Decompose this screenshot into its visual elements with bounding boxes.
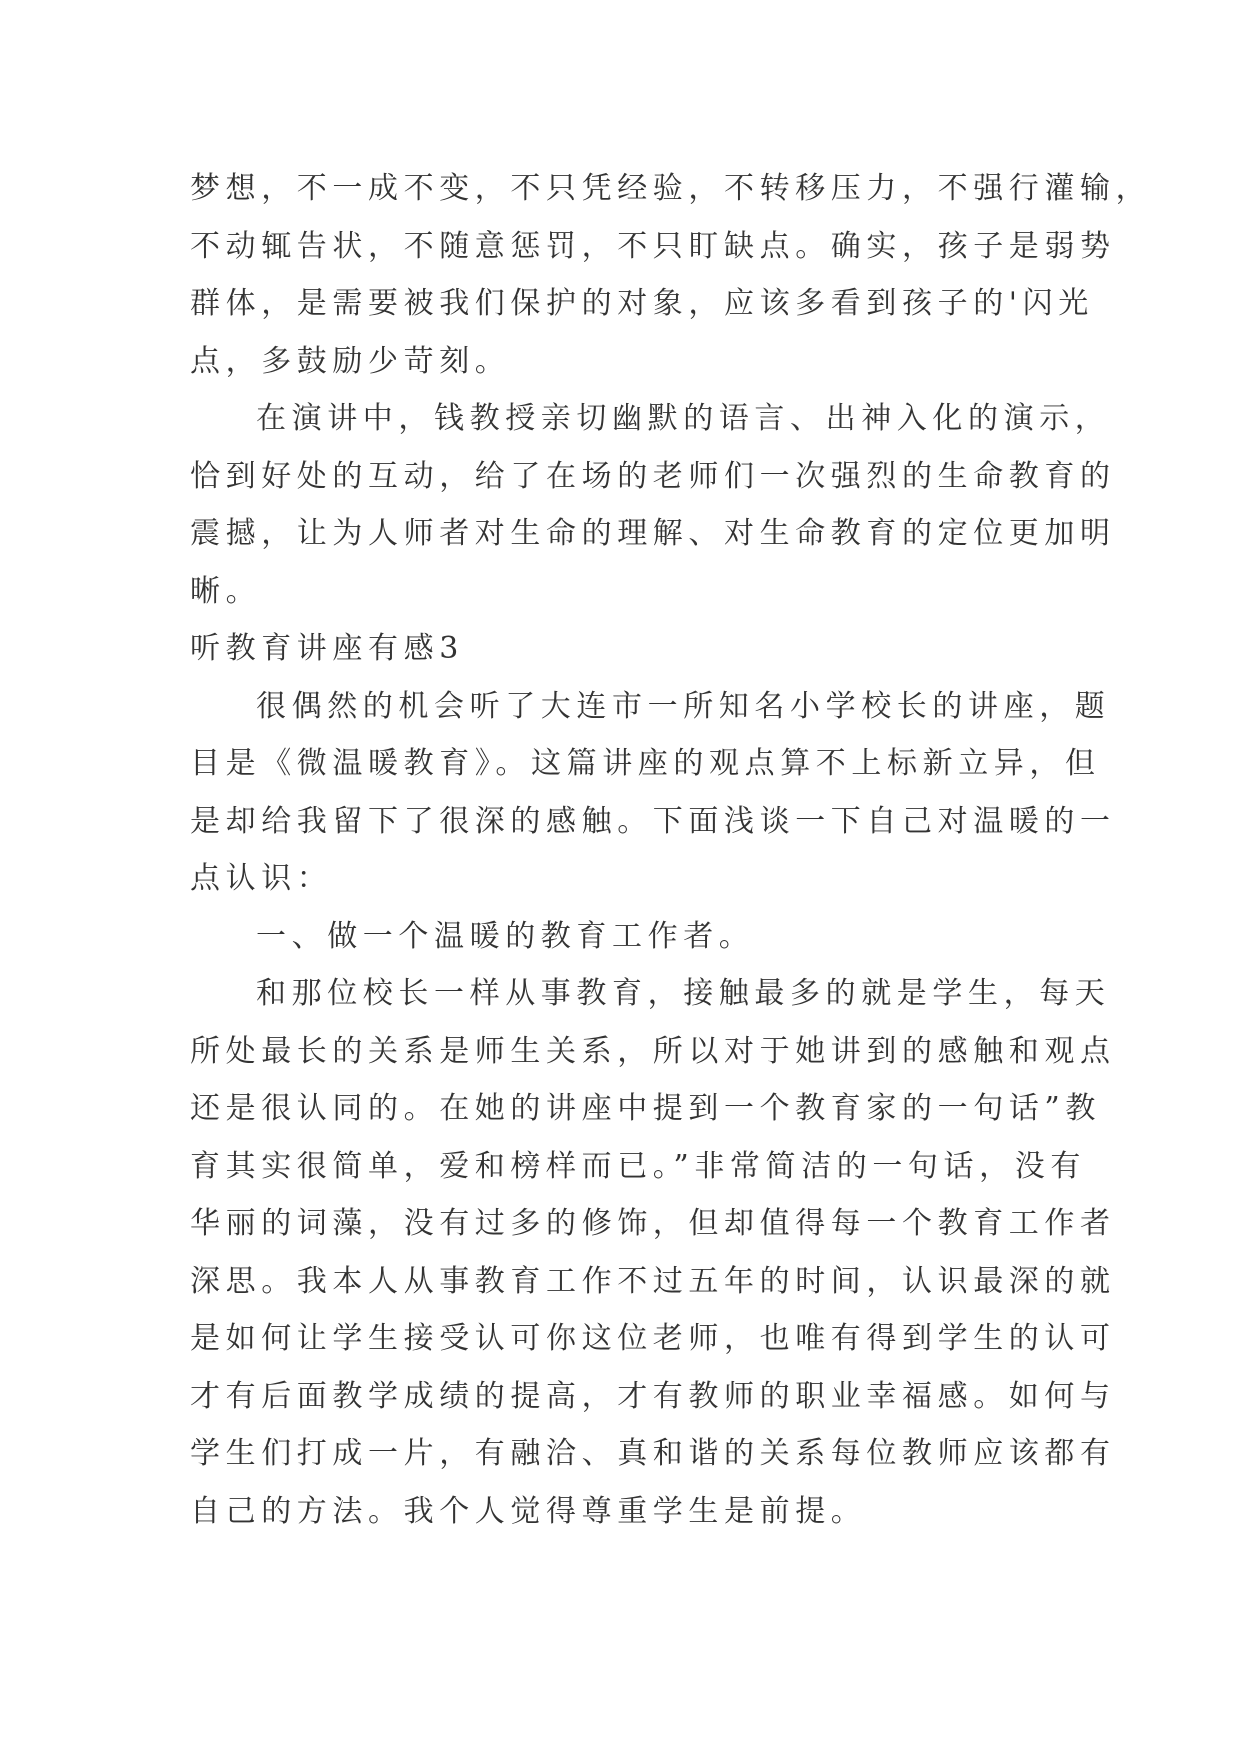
section-heading: 听教育讲座有感3 (190, 631, 464, 666)
paragraph-line: 点，多鼓励少苛刻。 (190, 343, 511, 379)
paragraph-line: 育其实很简单，爱和榜样而已。”非常简洁的一句话，没有 (190, 1148, 1086, 1184)
paragraph-line: 震撼，让为人师者对生命的理解、对生命教育的定位更加明 (190, 516, 1116, 551)
paragraph-line: 不动辄告状，不随意惩罚，不只盯缺点。确实，孩子是弱势 (190, 228, 1116, 264)
paragraph-line: 自己的方法。我个人觉得尊重学生是前提。 (190, 1493, 867, 1529)
paragraph-line: 华丽的词藻，没有过多的修饰，但却值得每一个教育工作者 (190, 1206, 1116, 1241)
paragraph-1 (190, 160, 1152, 390)
paragraph-line: 目是《微温暖教育》。这篇讲座的观点算不上标新立异，但 (190, 746, 1101, 781)
paragraph-line: 点认识： (190, 861, 333, 896)
paragraph-5 (190, 965, 1116, 1540)
paragraph-line: 梦想，不一成不变，不只凭经验，不转移压力，不强行灌输， (190, 171, 1152, 206)
paragraph-3 (190, 678, 1116, 908)
paragraph-line: 和那位校长一样从事教育，接触最多的就是学生，每天 (256, 976, 1111, 1011)
paragraph-line: 恰到好处的互动，给了在场的老师们一次强烈的生命教育的 (190, 458, 1116, 494)
document-body (190, 160, 1152, 1540)
paragraph-line: 是却给我留下了很深的感触。下面浅谈一下自己对温暖的一 (190, 803, 1116, 839)
paragraph-line: 所处最长的关系是师生关系，所以对于她讲到的感触和观点 (190, 1033, 1116, 1069)
paragraph-line: 很偶然的机会听了大连市一所知名小学校长的讲座，题 (256, 688, 1111, 724)
paragraph-line: 才有后面教学成绩的提高，才有教师的职业幸福感。如何与 (190, 1378, 1116, 1414)
paragraph-line: 深思。我本人从事教育工作不过五年的时间，认识最深的就 (190, 1263, 1116, 1299)
paragraph-line: 一、做一个温暖的教育工作者。 (256, 918, 755, 954)
paragraph-line: 晰。 (190, 573, 262, 609)
paragraph-line: 学生们打成一片，有融洽、真和谐的关系每位教师应该都有 (190, 1436, 1116, 1471)
paragraph-4 (190, 908, 1060, 966)
paragraph-line: 是如何让学生接受认可你这位老师，也唯有得到学生的认可 (190, 1321, 1116, 1356)
paragraph-line: 还是很认同的。在她的讲座中提到一个教育家的一句话”教 (190, 1091, 1101, 1126)
paragraph-line: 在演讲中，钱教授亲切幽默的语言、出神入化的演示， (256, 401, 1111, 436)
paragraph-line: 群体，是需要被我们保护的对象，应该多看到孩子的'闪光 (190, 286, 1094, 321)
paragraph-2 (190, 390, 1116, 620)
